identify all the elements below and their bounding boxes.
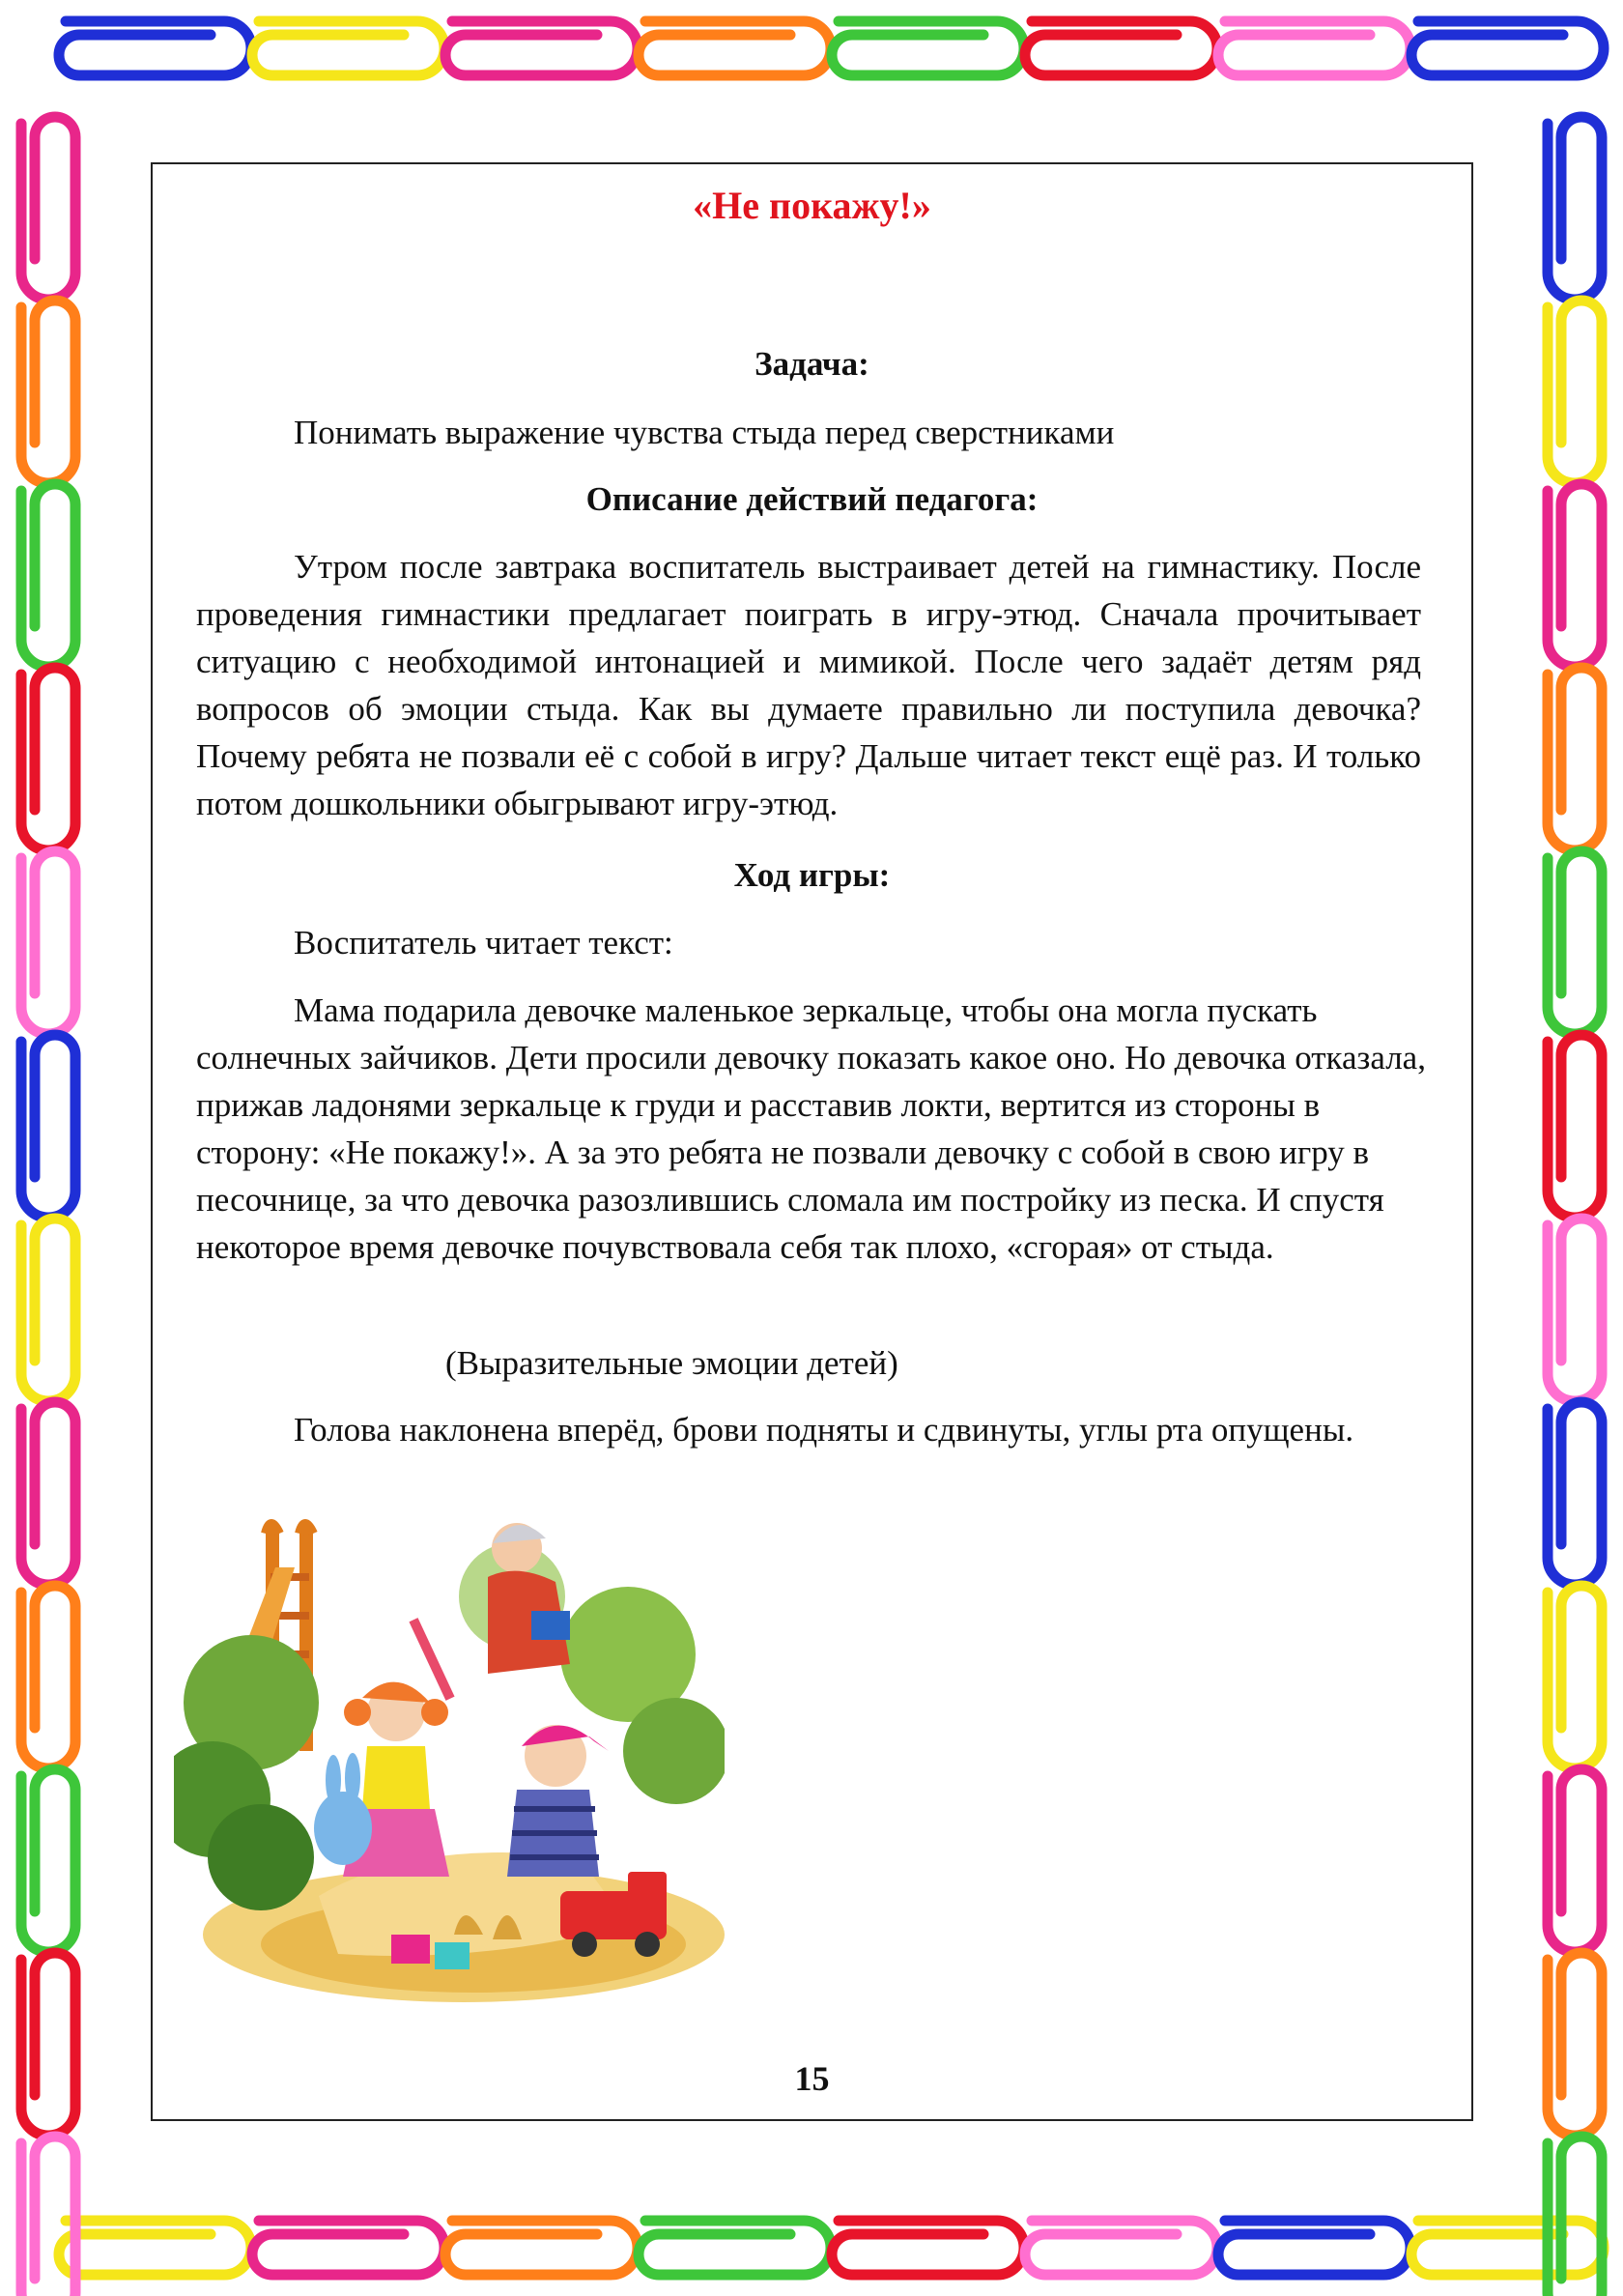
paperclip-icon (1548, 1769, 1602, 1952)
paperclip-icon (21, 117, 75, 300)
paperclip-icon (1218, 21, 1410, 75)
paperclip-icon (1548, 301, 1602, 483)
paperclip-icon (1548, 1402, 1602, 1585)
paperclip-icon (639, 2221, 831, 2275)
paperclip-icon (252, 2221, 444, 2275)
paperclip-icon (1548, 117, 1602, 300)
page-number: 15 (794, 2059, 830, 2098)
paperclip-icon (1411, 2221, 1604, 2275)
paperclip-icon (1548, 1035, 1602, 1218)
paperclip-icon (639, 21, 831, 75)
paperclip-icon (252, 21, 444, 75)
emotions-label: (Выразительные эмоции детей) (445, 1344, 898, 1382)
paperclip-icon (1548, 1586, 1602, 1768)
game-heading: Ход игры: (733, 856, 891, 894)
paperclip-icon (1548, 668, 1602, 850)
paperclip-icon (21, 1953, 75, 2136)
game-intro: Воспитатель читает текст: (294, 924, 673, 961)
paperclip-icon (21, 1035, 75, 1218)
paperclip-icon (445, 21, 638, 75)
paperclip-icon (21, 668, 75, 850)
task-text: Понимать выражение чувства стыда перед сверстниками (294, 414, 1115, 451)
paperclip-icon (21, 301, 75, 483)
document-page (151, 162, 1473, 2121)
paperclip-icon (21, 851, 75, 1034)
paperclip-icon (1411, 21, 1604, 75)
paperclip-icon (59, 21, 251, 75)
paperclip-icon (21, 484, 75, 667)
paperclip-icon (1548, 1219, 1602, 1401)
game-story: Мама подарила девочке маленькое зеркальце, чтобы она могла пускать солнечных зайчиков. Дети просили девочку показать какое оно. Но девочка отказала, прижав ладонями зеркальце к груди и расставив локти, вертится из стороны в сторону: «Не покажу!». А за это ребята не позвали девочку с собой в свою игру в песочнице, за что девочка разозлившись сломала им постройку из песка. И спустя некоторое время девочке почувствовала себя так плохо, «сгорая» от стыда. (196, 991, 1426, 1266)
paperclip-icon (59, 2221, 251, 2275)
paperclip-icon (1025, 2221, 1217, 2275)
emotions-text: Голова наклонена вперёд, брови подняты и сдвинуты, углы рта опущены. (294, 1411, 1354, 1449)
paperclip-icon (1548, 484, 1602, 667)
paperclip-icon (21, 1402, 75, 1585)
teacher-heading: Описание действий педагога: (585, 480, 1039, 518)
paperclip-icon (1548, 851, 1602, 1034)
paperclip-icon (445, 2221, 638, 2275)
paperclip-icon (21, 1769, 75, 1952)
paperclip-icon (1025, 21, 1217, 75)
paperclip-icon (832, 2221, 1024, 2275)
sandbox-children-illustration (174, 1509, 725, 2012)
paperclip-icon (21, 1219, 75, 1401)
page-title: «Не покажу!» (693, 184, 931, 227)
paperclip-icon (21, 1586, 75, 1768)
paperclip-icon (1548, 1953, 1602, 2136)
paperclip-icon (832, 21, 1024, 75)
teacher-description: Утром после завтрака воспитатель выстраивает детей на гимнастику. После проведения гимнастики предлагает поиграть в игру-этюд. Сначала прочитывает ситуацию с необходимой интонацией и мимикой. После чего задаёт детям ряд вопросов об эмоции стыда. Как вы думаете правильно ли поступила девочка? Почему ребята не позвали её с собой в игру? Дальше читает текст ещё раз. И только потом дошкольники обыгрывают игру-этюд. (196, 548, 1421, 822)
paperclip-icon (1218, 2221, 1410, 2275)
task-heading: Задача: (755, 345, 869, 383)
